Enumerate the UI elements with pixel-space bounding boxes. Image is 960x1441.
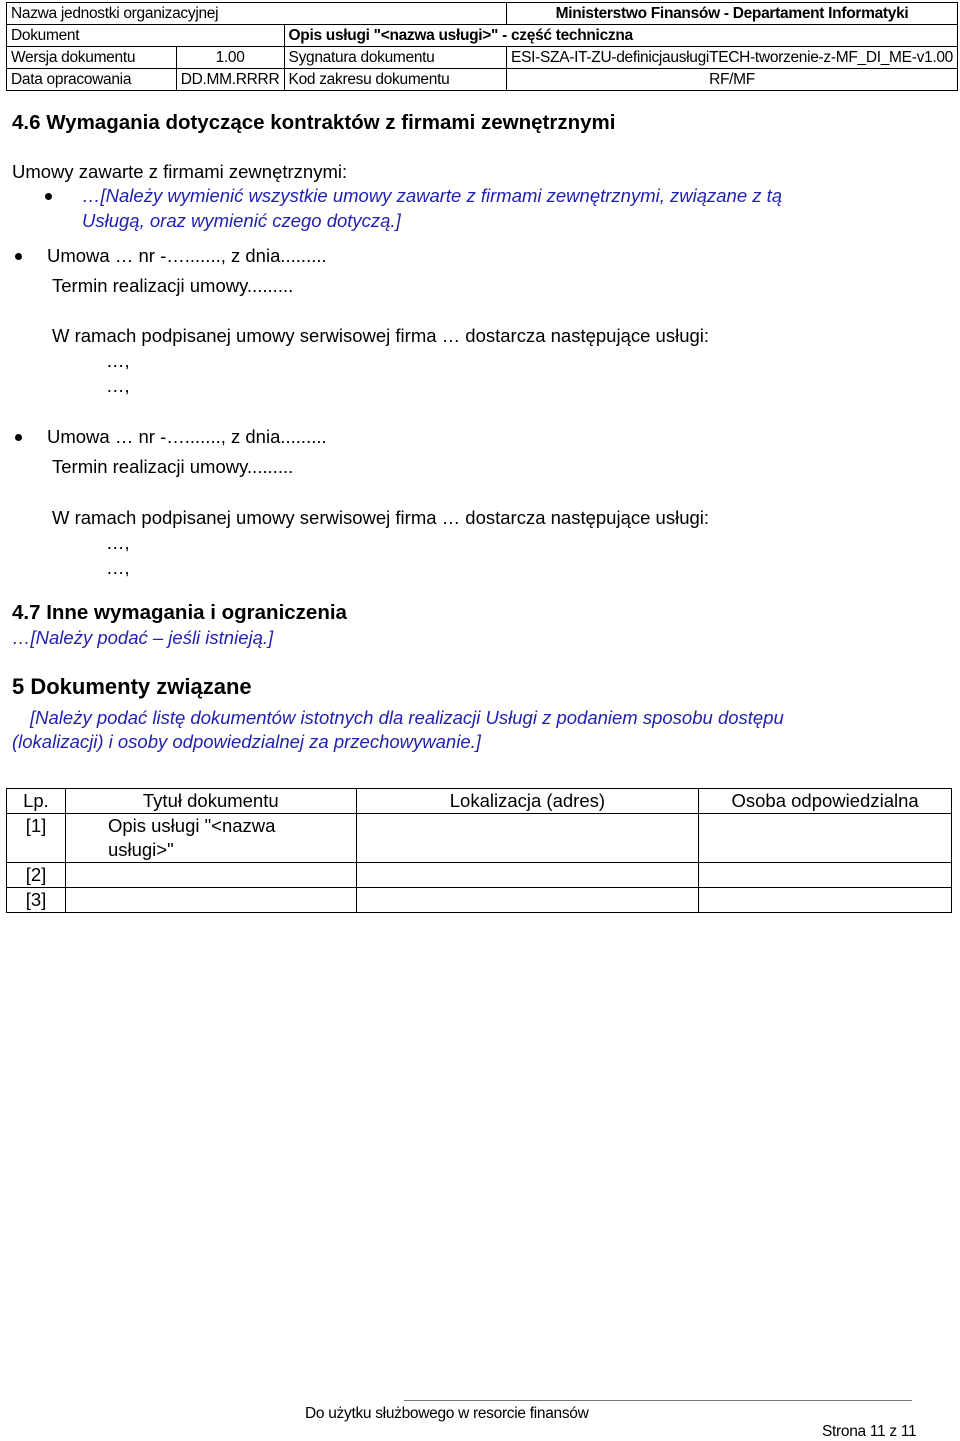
header-version-value: 1.00 [176, 47, 284, 69]
header-code-label: Kod zakresu dokumentu [284, 69, 507, 91]
header-signature-value: ESI-SZA-IT-ZU-definicjausługiTECH-tworzenie-z-MF_DI_ME-v1.00 [507, 47, 958, 69]
bullet-icon [45, 193, 52, 200]
cell-title-line: usługi>" [107, 839, 174, 860]
header-code-value: RF/MF [507, 69, 958, 91]
contract-1-item: …, [106, 375, 130, 396]
footer-divider [404, 1400, 912, 1401]
bullet-icon [15, 253, 22, 260]
header-signature-label: Sygnatura dokumentu [284, 47, 507, 69]
cell-lp: [3] [7, 888, 66, 913]
cell-location [356, 814, 699, 863]
column-header-location: Lokalizacja (adres) [356, 789, 699, 814]
contract-1-item: …, [106, 350, 130, 371]
header-doc-value: Opis usługi "<nazwa usługi>" - część techniczna [284, 25, 957, 47]
column-header-title: Tytuł dokumentu [65, 789, 356, 814]
cell-owner [699, 814, 952, 863]
section-5-note-line1: [Należy podać listę dokumentów istotnych dla realizacji Usługi z podaniem sposobu dostępu [30, 707, 784, 728]
header-doc-label: Dokument [7, 25, 285, 47]
cell-title [65, 888, 356, 913]
section-5-note-line2: (lokalizacji) i osoby odpowiedzialnej za przechowywanie.] [12, 731, 481, 752]
section-4-7-heading: 4.7 Inne wymagania i ograniczenia [12, 601, 347, 624]
related-documents-table [6, 788, 952, 913]
cell-lp: [2] [7, 863, 66, 888]
cell-location [356, 863, 699, 888]
header-version-label: Wersja dokumentu [7, 47, 177, 69]
cell-title-line: Opis usługi "<nazwa [107, 815, 276, 836]
header-row-doc [7, 25, 958, 47]
header-org-label: Nazwa jednostki organizacyjnej [7, 3, 507, 25]
footer-usage-note: Do użytku służbowego w resorcie finansów [305, 1405, 589, 1422]
cell-location [356, 888, 699, 913]
document-header-table [6, 2, 958, 91]
column-header-owner: Osoba odpowiedzialna [699, 789, 952, 814]
header-date-label: Data opracowania [7, 69, 177, 91]
bullet-icon [15, 434, 22, 441]
section-4-6-note-line1: …[Należy wymienić wszystkie umowy zawarte z firmami zewnętrznymi, związane z tą [82, 185, 783, 206]
cell-owner [699, 863, 952, 888]
table-header-row [7, 789, 952, 814]
table-row [7, 888, 952, 913]
cell-title [65, 863, 356, 888]
contract-1-line: Umowa … nr -…......., z dnia......... [47, 245, 327, 266]
footer-page-number: Strona 11 z 11 [822, 1423, 917, 1440]
contract-1-scope: W ramach podpisanej umowy serwisowej firma … dostarcza następujące usługi: [52, 325, 710, 346]
header-org-value: Ministerstwo Finansów - Departament Informatyki [507, 3, 958, 25]
section-4-6-intro: Umowy zawarte z firmami zewnętrznymi: [12, 161, 348, 182]
contract-2-scope: W ramach podpisanej umowy serwisowej firma … dostarcza następujące usługi: [52, 507, 710, 528]
section-4-6-note-line2: Usługą, oraz wymienić czego dotyczą.] [82, 210, 401, 231]
cell-owner [699, 888, 952, 913]
table-row [7, 863, 952, 888]
cell-lp: [1] [7, 814, 66, 863]
header-row-date [7, 69, 958, 91]
contract-2-term: Termin realizacji umowy......... [52, 456, 294, 477]
section-4-7-note: …[Należy podać – jeśli istnieją.] [12, 627, 274, 648]
header-row-org [7, 3, 958, 25]
contract-1-term: Termin realizacji umowy......... [52, 275, 294, 296]
column-header-lp: Lp. [7, 789, 66, 814]
table-row [7, 814, 952, 863]
section-5-heading: 5 Dokumenty związane [12, 674, 252, 699]
cell-title [65, 814, 356, 863]
header-row-version [7, 47, 958, 69]
contract-2-item: …, [106, 532, 130, 553]
contract-2-item: …, [106, 557, 130, 578]
section-4-6-heading: 4.6 Wymagania dotyczące kontraktów z firmami zewnętrznymi [12, 111, 616, 134]
contract-2-line: Umowa … nr -…......., z dnia......... [47, 426, 327, 447]
header-date-value: DD.MM.RRRR [176, 69, 284, 91]
